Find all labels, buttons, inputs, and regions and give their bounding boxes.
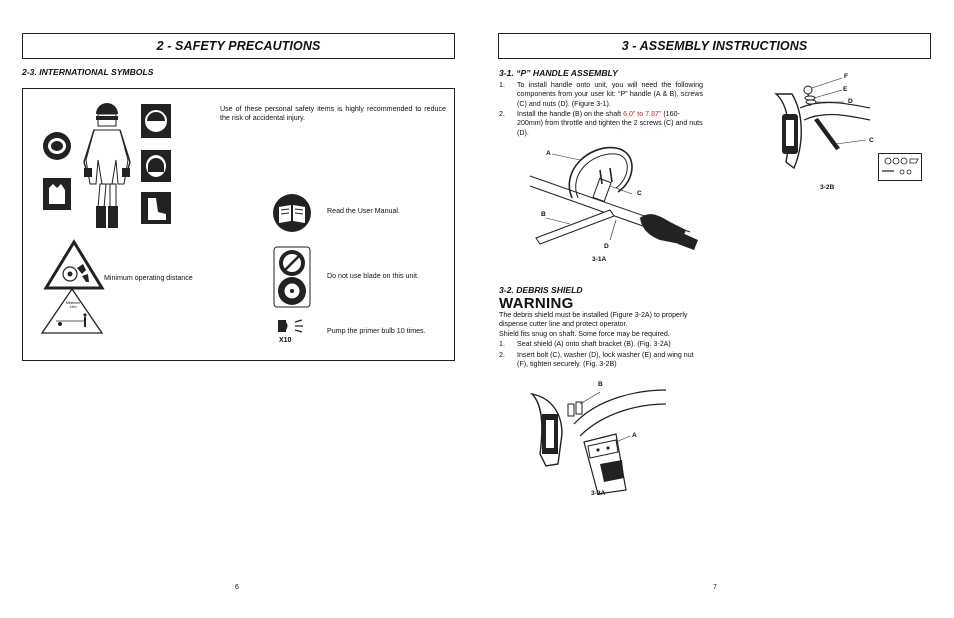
assembly-header-box [498, 33, 931, 59]
fig-3-1-label-d: D [604, 243, 609, 250]
debris-shield-step-1: Seat shield (A) onto shaft bracket (B). (Fig. 3-2A) [517, 340, 671, 348]
step-1-number: 1. [499, 81, 505, 89]
page-number-6: 6 [235, 584, 239, 591]
figure-3-2a-caption: 3-2A [591, 490, 606, 497]
fig-3-1-label-c: C [637, 190, 642, 197]
fig-3-2b-label-d: D [848, 98, 853, 105]
international-symbols-title: 2-3. INTERNATIONAL SYMBOLS [22, 67, 154, 77]
fig-3-1-label-b: B [541, 211, 546, 218]
primer-label: Pump the primer bulb 10 times. [327, 327, 426, 335]
debris-shield-intro: The debris shield must be installed (Figure 3-2A) to properly dispense cutter line and protect operator. [499, 311, 688, 329]
figure-3-2a-illustration [528, 384, 668, 494]
safety-header-box [22, 33, 455, 59]
fig-3-2b-label-f: F [844, 73, 849, 80]
min-distance-warning-icon [44, 240, 104, 290]
figure-3-2b-caption: 3-2B [820, 184, 835, 191]
read-manual-label: Read the User Manual. [327, 207, 400, 215]
fig-3-2b-label-c: C [869, 137, 874, 144]
step-2-number: 2. [499, 110, 505, 118]
page-number-7: 7 [713, 584, 717, 591]
fig-3-1-label-a: A [546, 150, 551, 157]
fig-3-2b-label-e: E [843, 86, 848, 93]
figure-3-1a-illustration [530, 140, 700, 260]
warning-heading: WARNING [499, 295, 574, 312]
debris-shield-title: 3-2. DEBRIS SHIELD [499, 285, 583, 295]
safety-header: 2 - SAFETY PRECAUTIONS [156, 39, 321, 53]
p-handle-step-2-b: (160-200mm) from throttle and tighten the 2 screws (C) and nuts (D). [517, 110, 703, 137]
parts-kit-inset [878, 153, 922, 181]
assembly-header: 3 - ASSEMBLY INSTRUCTIONS [621, 39, 808, 53]
shield-step-2-number: 2. [499, 351, 505, 359]
fig-3-2a-label-b: B [598, 381, 603, 388]
shield-step-1-number: 1. [499, 340, 505, 348]
debris-shield-step-2: Insert bolt (C), washer (D), lock washer (E) and wing nut (F), tighten securely. (Fig. 3-2B) [517, 351, 694, 369]
handle-distance-highlight: 6.0” to 7.87” [623, 110, 662, 118]
no-blade-icon [274, 247, 310, 307]
primer-x10-glyph: X10 [279, 337, 292, 344]
figure-3-2b-illustration [770, 74, 880, 184]
p-handle-step-1: To install handle onto unit, you will need the following components from your user kit: “P” handle (A & B), screws (C) and nuts (D). (Figure 3-1). [517, 81, 703, 108]
primer-bulb-icon [278, 318, 308, 334]
p-handle-title: 3-1. “P” HANDLE ASSEMBLY [499, 68, 618, 78]
fig-3-2a-label-a: A [632, 432, 637, 439]
min-distance-label: Minimum operating distance [104, 274, 193, 282]
p-handle-step-2 [517, 110, 705, 138]
no-blade-label: Do not use blade on this unit. [327, 272, 419, 280]
p-handle-step-2-a: Install the handle (B) on the shaft [517, 110, 624, 118]
min-distance-15m-icon [40, 287, 104, 335]
min-distance-sign-text: Minimum 15m [65, 301, 81, 309]
safety-items-text: Use of these personal safety items is highly recommended to reduce the risk of accidental injury. [220, 105, 446, 123]
read-manual-icon [272, 193, 312, 233]
debris-shield-note: Shield fits snug on shaft. Some force may be required. [499, 330, 670, 338]
protective-gear-illustration [40, 100, 175, 235]
figure-3-1a-caption: 3-1A [592, 256, 607, 263]
